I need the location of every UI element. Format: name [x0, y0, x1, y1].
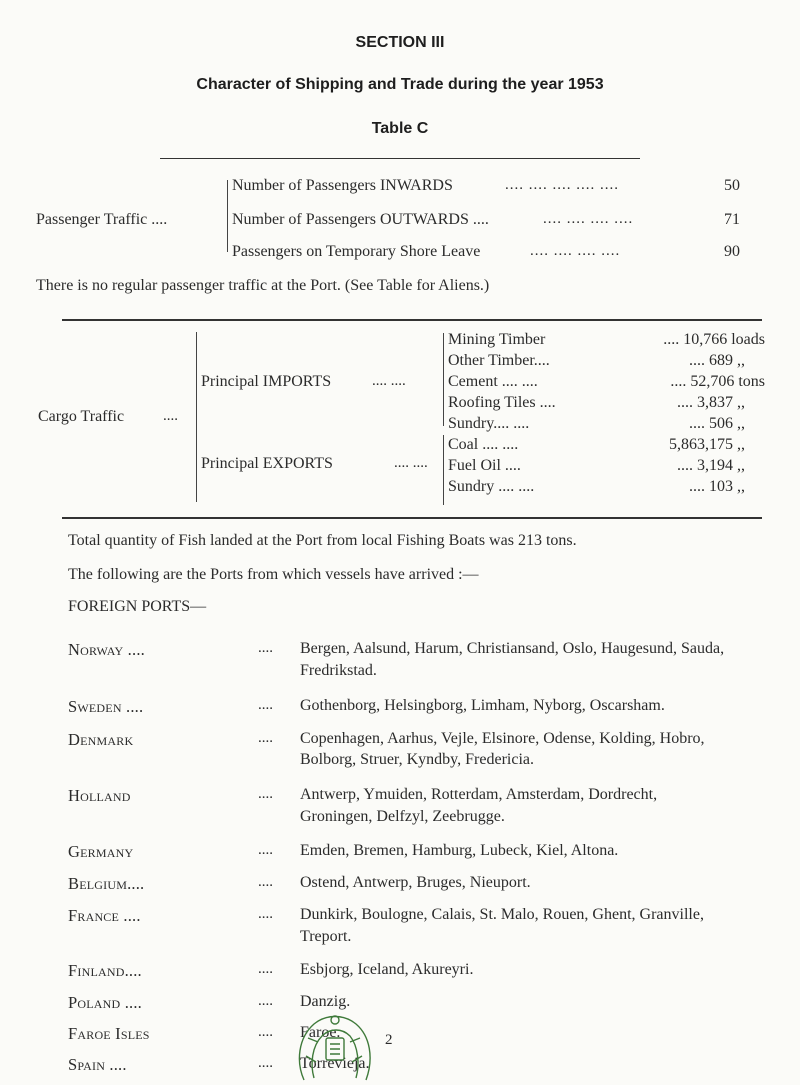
leader-dots: ....: [258, 842, 273, 858]
country-ports: Danzig.: [300, 993, 351, 1010]
foreign-ports-heading: FOREIGN PORTS—: [68, 598, 207, 615]
leader-dots: ....: [258, 906, 273, 922]
country-ports: Copenhagen, Aarhus, Vejle, Elsinore, Odense, Kolding, Hobro,: [300, 730, 705, 747]
country-ports: Esbjorg, Iceland, Akureyri.: [300, 961, 474, 978]
leader-dots: ....: [258, 640, 273, 656]
table-label: Table C: [371, 120, 429, 137]
cargo-value: .... 103 ,,: [689, 478, 745, 495]
cargo-value: .... 10,766 loads: [663, 331, 765, 348]
leader-dots: .... ....: [372, 373, 406, 389]
country-name: Spain ....: [68, 1055, 127, 1074]
passenger-row-label: Number of Passengers INWARDS: [232, 177, 453, 194]
passenger-row-value: 50: [724, 177, 740, 194]
country-name: Finland....: [68, 961, 142, 980]
country-name: Holland: [68, 786, 131, 805]
cargo-value: .... 689 ,,: [689, 352, 745, 369]
imports-label: Principal IMPORTS: [201, 373, 332, 390]
country-ports: Torrevieja.: [300, 1055, 370, 1072]
section-title: SECTION III: [355, 34, 445, 51]
cargo-value: .... 506 ,,: [689, 415, 745, 432]
cargo-item: Coal .... ....: [448, 436, 519, 453]
passenger-row-value: 90: [724, 243, 740, 260]
imports-brace: [443, 333, 444, 426]
leader-dots: .... .... .... ....: [543, 211, 634, 227]
leader-dots: ....: [258, 961, 273, 977]
passenger-brace: [227, 180, 228, 252]
leader-dots: ....: [258, 1024, 273, 1040]
country-ports: Antwerp, Ymuiden, Rotterdam, Amsterdam, Dordrecht,: [300, 786, 658, 803]
fish-note: Total quantity of Fish landed at the Port from local Fishing Boats was 213 tons.: [68, 532, 577, 549]
country-name: Poland ....: [68, 993, 142, 1012]
page-subtitle: Character of Shipping and Trade during the year 1953: [196, 76, 604, 93]
leader-dots: ....: [258, 786, 273, 802]
page-number: 2: [385, 1032, 393, 1048]
country-name: Germany: [68, 842, 134, 861]
cargo-value: .... 3,837 ,,: [677, 394, 745, 411]
short-divider: [160, 158, 640, 159]
passenger-group-label: Passenger Traffic ....: [36, 211, 168, 228]
country-ports: Bolborg, Struer, Kyndby, Fredericia.: [300, 751, 534, 768]
exports-label: Principal EXPORTS: [201, 455, 333, 472]
country-name: Norway ....: [68, 640, 145, 659]
leader-dots: ....: [258, 730, 273, 746]
cargo-item: Other Timber....: [448, 352, 550, 369]
country-ports: Treport.: [300, 928, 352, 945]
country-ports: Gothenborg, Helsingborg, Limham, Nyborg, Oscarsham.: [300, 697, 665, 714]
country-name: Denmark: [68, 730, 134, 749]
country-ports: Bergen, Aalsund, Harum, Christiansand, Oslo, Haugesund, Sauda,: [300, 640, 725, 657]
leader-dots: ....: [163, 408, 178, 424]
ports-intro: The following are the Ports from which vessels have arrived :—: [68, 566, 479, 583]
cargo-brace: [196, 332, 197, 502]
passenger-row-label: Passengers on Temporary Shore Leave: [232, 243, 481, 260]
country-ports: Faroe.: [300, 1024, 341, 1041]
country-name: Belgium....: [68, 874, 145, 893]
cargo-value: .... 3,194 ,,: [677, 457, 745, 474]
passenger-note: There is no regular passenger traffic at the Port. (See Table for Aliens.): [36, 277, 490, 294]
leader-dots: ....: [258, 993, 273, 1009]
cargo-item: Fuel Oil ....: [448, 457, 521, 474]
country-ports: Ostend, Antwerp, Bruges, Nieuport.: [300, 874, 531, 891]
cargo-item: Sundry.... ....: [448, 415, 530, 432]
cargo-bottom-rule: [62, 517, 762, 519]
cargo-value: 5,863,175 ,,: [669, 436, 745, 453]
leader-dots: .... .... .... ....: [530, 243, 621, 259]
passenger-row-label: Number of Passengers OUTWARDS ....: [232, 211, 489, 228]
cargo-value: .... 52,706 tons: [670, 373, 765, 390]
leader-dots: ....: [258, 697, 273, 713]
country-name: France ....: [68, 906, 141, 925]
passenger-row-value: 71: [724, 211, 740, 228]
exports-brace: [443, 435, 444, 505]
cargo-item: Roofing Tiles ....: [448, 394, 556, 411]
cargo-item: Mining Timber: [448, 331, 546, 348]
cargo-group-label: Cargo Traffic: [38, 408, 125, 425]
cargo-top-rule: [62, 319, 762, 321]
leader-dots: ....: [258, 1055, 273, 1071]
country-ports: Emden, Bremen, Hamburg, Lubeck, Kiel, Altona.: [300, 842, 619, 859]
leader-dots: ....: [258, 874, 273, 890]
leader-dots: .... .... .... .... ....: [505, 177, 619, 193]
country-name: Faroe Isles: [68, 1024, 150, 1043]
cargo-item: Sundry .... ....: [448, 478, 535, 495]
library-stamp-icon: [286, 1008, 382, 1082]
country-ports: Dunkirk, Boulogne, Calais, St. Malo, Rouen, Ghent, Granville,: [300, 906, 704, 923]
cargo-item: Cement .... ....: [448, 373, 538, 390]
country-ports: Groningen, Delfzyl, Zeebrugge.: [300, 808, 505, 825]
country-ports: Fredrikstad.: [300, 662, 377, 679]
leader-dots: .... ....: [394, 455, 428, 471]
country-name: Sweden ....: [68, 697, 144, 716]
